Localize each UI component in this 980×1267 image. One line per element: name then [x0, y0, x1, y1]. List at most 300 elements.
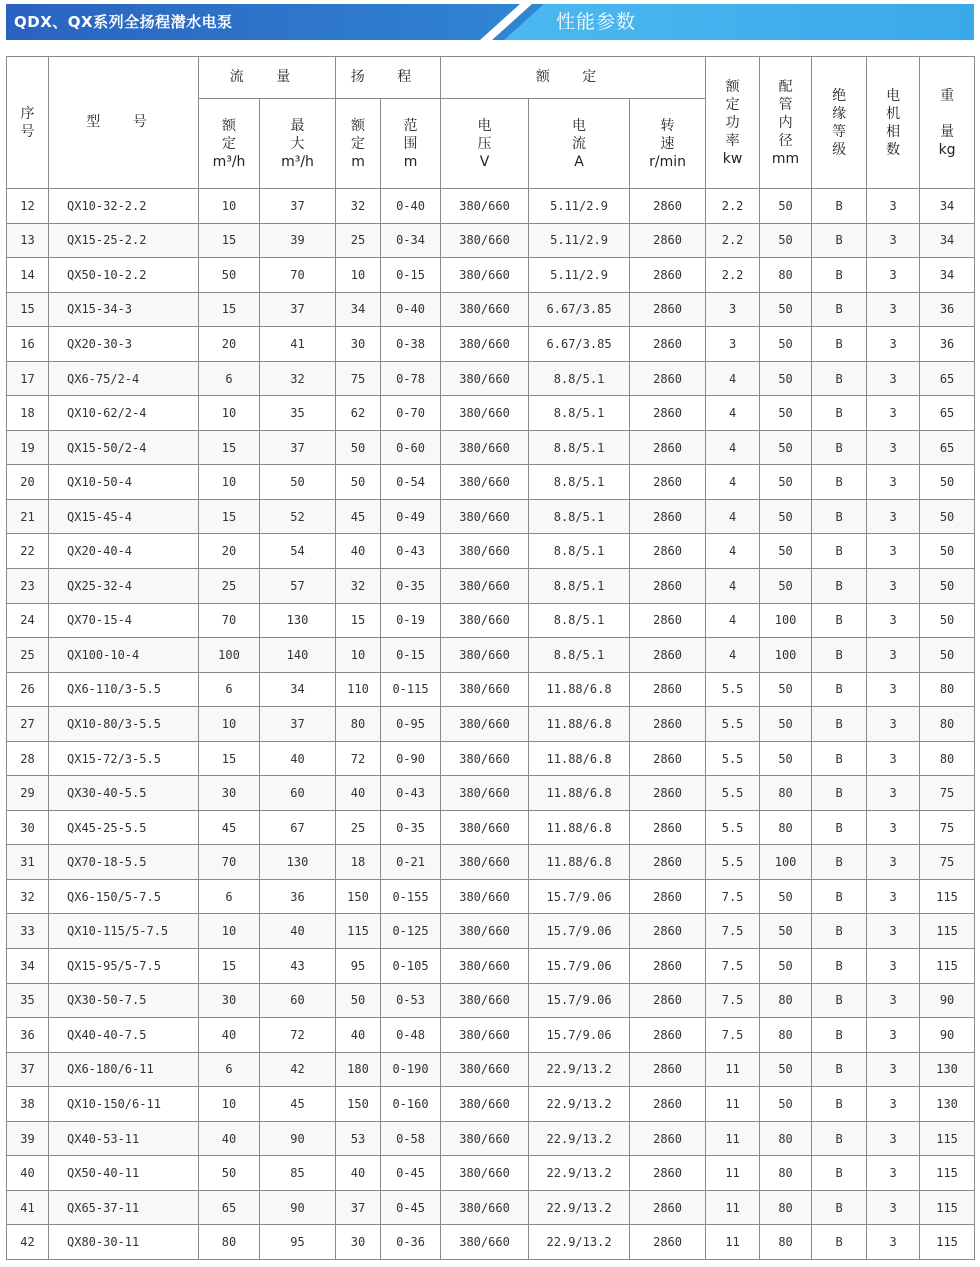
cell-model: QX10-32-2.2 — [49, 189, 199, 224]
cell-flow-rated: 65 — [199, 1190, 260, 1225]
cell-head-range: 0-49 — [381, 499, 441, 534]
cell-model: QX15-25-2.2 — [49, 223, 199, 258]
cell-insulation: B — [812, 672, 867, 707]
cell-voltage: 380/660 — [441, 258, 529, 293]
table-row — [7, 499, 975, 534]
cell-current: 15.7/9.06 — [529, 983, 630, 1018]
cell-power: 11 — [706, 1190, 760, 1225]
cell-flow-rated: 40 — [199, 1018, 260, 1053]
cell-speed: 2860 — [630, 810, 706, 845]
cell-pipe: 50 — [760, 327, 812, 362]
cell-speed: 2860 — [630, 672, 706, 707]
cell-head-rated: 32 — [336, 569, 381, 604]
cell-power: 4 — [706, 361, 760, 396]
cell-seq: 32 — [7, 879, 49, 914]
cell-speed: 2860 — [630, 983, 706, 1018]
header-rated: 额 定 — [441, 57, 706, 99]
header-head-range: 范 围 m — [381, 99, 441, 189]
cell-pipe: 50 — [760, 189, 812, 224]
cell-current: 6.67/3.85 — [529, 327, 630, 362]
cell-flow-max: 140 — [260, 638, 336, 673]
cell-voltage: 380/660 — [441, 1156, 529, 1191]
cell-seq: 22 — [7, 534, 49, 569]
header-flow-max: 最 大 m³/h — [260, 99, 336, 189]
cell-weight: 36 — [920, 327, 975, 362]
cell-current: 22.9/13.2 — [529, 1225, 630, 1260]
cell-head-rated: 25 — [336, 810, 381, 845]
cell-current: 5.11/2.9 — [529, 189, 630, 224]
cell-power: 5.5 — [706, 741, 760, 776]
table-row — [7, 776, 975, 811]
cell-pipe: 80 — [760, 1156, 812, 1191]
cell-power: 7.5 — [706, 949, 760, 984]
cell-flow-max: 130 — [260, 603, 336, 638]
cell-flow-max: 60 — [260, 983, 336, 1018]
cell-pipe: 100 — [760, 603, 812, 638]
cell-power: 11 — [706, 1225, 760, 1260]
cell-weight: 115 — [920, 1156, 975, 1191]
cell-speed: 2860 — [630, 569, 706, 604]
cell-speed: 2860 — [630, 258, 706, 293]
cell-insulation: B — [812, 810, 867, 845]
table-row — [7, 707, 975, 742]
cell-power: 7.5 — [706, 879, 760, 914]
cell-voltage: 380/660 — [441, 879, 529, 914]
cell-insulation: B — [812, 1087, 867, 1122]
cell-head-rated: 95 — [336, 949, 381, 984]
cell-speed: 2860 — [630, 534, 706, 569]
cell-insulation: B — [812, 396, 867, 431]
cell-weight: 130 — [920, 1087, 975, 1122]
cell-weight: 50 — [920, 638, 975, 673]
cell-head-range: 0-155 — [381, 879, 441, 914]
cell-pipe: 50 — [760, 465, 812, 500]
cell-pipe: 100 — [760, 845, 812, 880]
cell-insulation: B — [812, 776, 867, 811]
cell-seq: 23 — [7, 569, 49, 604]
cell-speed: 2860 — [630, 949, 706, 984]
cell-head-rated: 62 — [336, 396, 381, 431]
cell-phase: 3 — [867, 1087, 920, 1122]
cell-head-rated: 40 — [336, 1156, 381, 1191]
cell-pipe: 50 — [760, 1052, 812, 1087]
cell-voltage: 380/660 — [441, 949, 529, 984]
cell-current: 8.8/5.1 — [529, 430, 630, 465]
header-banner — [6, 4, 974, 40]
cell-seq: 40 — [7, 1156, 49, 1191]
cell-seq: 30 — [7, 810, 49, 845]
table-row — [7, 1121, 975, 1156]
cell-pipe: 50 — [760, 430, 812, 465]
cell-pipe: 50 — [760, 949, 812, 984]
cell-voltage: 380/660 — [441, 983, 529, 1018]
cell-model: QX15-95/5-7.5 — [49, 949, 199, 984]
cell-seq: 37 — [7, 1052, 49, 1087]
table-row — [7, 1087, 975, 1122]
cell-insulation: B — [812, 1225, 867, 1260]
cell-speed: 2860 — [630, 741, 706, 776]
cell-current: 8.8/5.1 — [529, 361, 630, 396]
cell-model: QX100-10-4 — [49, 638, 199, 673]
table-header — [7, 57, 975, 189]
cell-flow-rated: 10 — [199, 189, 260, 224]
cell-current: 8.8/5.1 — [529, 569, 630, 604]
table-row — [7, 1018, 975, 1053]
cell-voltage: 380/660 — [441, 741, 529, 776]
cell-speed: 2860 — [630, 707, 706, 742]
cell-head-range: 0-53 — [381, 983, 441, 1018]
cell-pipe: 80 — [760, 1225, 812, 1260]
cell-weight: 75 — [920, 810, 975, 845]
cell-flow-max: 32 — [260, 361, 336, 396]
cell-phase: 3 — [867, 189, 920, 224]
cell-insulation: B — [812, 603, 867, 638]
cell-weight: 50 — [920, 465, 975, 500]
cell-pipe: 50 — [760, 879, 812, 914]
cell-speed: 2860 — [630, 396, 706, 431]
cell-phase: 3 — [867, 534, 920, 569]
cell-head-rated: 25 — [336, 223, 381, 258]
cell-voltage: 380/660 — [441, 1052, 529, 1087]
cell-flow-rated: 30 — [199, 983, 260, 1018]
cell-head-rated: 15 — [336, 603, 381, 638]
header-flow-rated: 额 定 m³/h — [199, 99, 260, 189]
cell-seq: 16 — [7, 327, 49, 362]
cell-head-range: 0-115 — [381, 672, 441, 707]
cell-pipe: 50 — [760, 534, 812, 569]
cell-power: 2.2 — [706, 258, 760, 293]
cell-phase: 3 — [867, 879, 920, 914]
cell-flow-max: 36 — [260, 879, 336, 914]
cell-insulation: B — [812, 430, 867, 465]
cell-head-range: 0-19 — [381, 603, 441, 638]
cell-model: QX80-30-11 — [49, 1225, 199, 1260]
cell-weight: 75 — [920, 845, 975, 880]
cell-voltage: 380/660 — [441, 534, 529, 569]
cell-seq: 42 — [7, 1225, 49, 1260]
table-row — [7, 223, 975, 258]
cell-voltage: 380/660 — [441, 396, 529, 431]
cell-voltage: 380/660 — [441, 1121, 529, 1156]
cell-flow-max: 90 — [260, 1121, 336, 1156]
cell-model: QX15-72/3-5.5 — [49, 741, 199, 776]
cell-insulation: B — [812, 1190, 867, 1225]
cell-seq: 24 — [7, 603, 49, 638]
cell-phase: 3 — [867, 1225, 920, 1260]
cell-pipe: 80 — [760, 983, 812, 1018]
cell-voltage: 380/660 — [441, 292, 529, 327]
cell-insulation: B — [812, 741, 867, 776]
cell-pipe: 50 — [760, 1087, 812, 1122]
cell-flow-rated: 6 — [199, 879, 260, 914]
table-row — [7, 845, 975, 880]
cell-power: 5.5 — [706, 707, 760, 742]
cell-phase: 3 — [867, 776, 920, 811]
cell-weight: 65 — [920, 361, 975, 396]
cell-pipe: 80 — [760, 1121, 812, 1156]
table-row — [7, 396, 975, 431]
cell-weight: 75 — [920, 776, 975, 811]
cell-flow-max: 43 — [260, 949, 336, 984]
cell-weight: 34 — [920, 258, 975, 293]
table-row — [7, 603, 975, 638]
cell-pipe: 50 — [760, 672, 812, 707]
cell-head-rated: 40 — [336, 1018, 381, 1053]
cell-head-range: 0-90 — [381, 741, 441, 776]
cell-voltage: 380/660 — [441, 914, 529, 949]
cell-flow-rated: 15 — [199, 430, 260, 465]
table-row — [7, 569, 975, 604]
cell-head-range: 0-15 — [381, 258, 441, 293]
cell-voltage: 380/660 — [441, 499, 529, 534]
cell-head-range: 0-105 — [381, 949, 441, 984]
cell-head-range: 0-15 — [381, 638, 441, 673]
cell-head-rated: 50 — [336, 465, 381, 500]
cell-current: 22.9/13.2 — [529, 1190, 630, 1225]
cell-head-range: 0-78 — [381, 361, 441, 396]
cell-head-range: 0-125 — [381, 914, 441, 949]
cell-flow-max: 35 — [260, 396, 336, 431]
cell-flow-max: 67 — [260, 810, 336, 845]
cell-model: QX40-40-7.5 — [49, 1018, 199, 1053]
cell-speed: 2860 — [630, 1018, 706, 1053]
cell-current: 8.8/5.1 — [529, 603, 630, 638]
cell-speed: 2860 — [630, 327, 706, 362]
cell-current: 8.8/5.1 — [529, 396, 630, 431]
cell-speed: 2860 — [630, 292, 706, 327]
cell-head-range: 0-190 — [381, 1052, 441, 1087]
cell-head-rated: 10 — [336, 258, 381, 293]
cell-pipe: 50 — [760, 707, 812, 742]
cell-flow-rated: 50 — [199, 1156, 260, 1191]
cell-flow-rated: 30 — [199, 776, 260, 811]
cell-flow-rated: 6 — [199, 672, 260, 707]
cell-current: 22.9/13.2 — [529, 1121, 630, 1156]
cell-insulation: B — [812, 1121, 867, 1156]
cell-weight: 90 — [920, 983, 975, 1018]
cell-flow-rated: 70 — [199, 845, 260, 880]
cell-current: 11.88/6.8 — [529, 672, 630, 707]
cell-flow-max: 90 — [260, 1190, 336, 1225]
cell-flow-max: 42 — [260, 1052, 336, 1087]
cell-model: QX10-150/6-11 — [49, 1087, 199, 1122]
cell-power: 7.5 — [706, 1018, 760, 1053]
table-row — [7, 1156, 975, 1191]
cell-model: QX15-50/2-4 — [49, 430, 199, 465]
cell-flow-max: 45 — [260, 1087, 336, 1122]
cell-speed: 2860 — [630, 189, 706, 224]
cell-speed: 2860 — [630, 1052, 706, 1087]
cell-flow-rated: 10 — [199, 914, 260, 949]
header-flow: 流 量 — [199, 57, 336, 99]
cell-power: 2.2 — [706, 189, 760, 224]
cell-head-range: 0-40 — [381, 292, 441, 327]
cell-voltage: 380/660 — [441, 569, 529, 604]
cell-model: QX20-30-3 — [49, 327, 199, 362]
cell-head-rated: 150 — [336, 879, 381, 914]
header-current: 电 流 A — [529, 99, 630, 189]
cell-power: 5.5 — [706, 810, 760, 845]
cell-speed: 2860 — [630, 465, 706, 500]
cell-weight: 34 — [920, 223, 975, 258]
cell-head-range: 0-45 — [381, 1190, 441, 1225]
cell-model: QX45-25-5.5 — [49, 810, 199, 845]
cell-flow-max: 60 — [260, 776, 336, 811]
header-phase: 电 机 相 数 — [867, 57, 920, 189]
cell-flow-rated: 10 — [199, 465, 260, 500]
cell-speed: 2860 — [630, 1156, 706, 1191]
cell-phase: 3 — [867, 1190, 920, 1225]
cell-pipe: 80 — [760, 776, 812, 811]
cell-phase: 3 — [867, 1018, 920, 1053]
cell-weight: 115 — [920, 1190, 975, 1225]
cell-seq: 14 — [7, 258, 49, 293]
cell-model: QX30-40-5.5 — [49, 776, 199, 811]
cell-head-range: 0-40 — [381, 189, 441, 224]
header-insulation: 绝 缘 等 级 — [812, 57, 867, 189]
header-power: 额 定 功 率 kw — [706, 57, 760, 189]
cell-weight: 34 — [920, 189, 975, 224]
cell-voltage: 380/660 — [441, 707, 529, 742]
cell-insulation: B — [812, 707, 867, 742]
cell-insulation: B — [812, 1018, 867, 1053]
cell-head-rated: 45 — [336, 499, 381, 534]
cell-current: 8.8/5.1 — [529, 638, 630, 673]
cell-seq: 33 — [7, 914, 49, 949]
cell-current: 6.67/3.85 — [529, 292, 630, 327]
cell-model: QX70-18-5.5 — [49, 845, 199, 880]
cell-model: QX70-15-4 — [49, 603, 199, 638]
cell-power: 4 — [706, 603, 760, 638]
cell-weight: 50 — [920, 569, 975, 604]
cell-power: 5.5 — [706, 672, 760, 707]
table-row — [7, 949, 975, 984]
cell-model: QX50-10-2.2 — [49, 258, 199, 293]
cell-phase: 3 — [867, 1121, 920, 1156]
table-row — [7, 1190, 975, 1225]
header-head: 扬 程 — [336, 57, 441, 99]
cell-pipe: 100 — [760, 638, 812, 673]
cell-insulation: B — [812, 845, 867, 880]
cell-power: 4 — [706, 534, 760, 569]
cell-phase: 3 — [867, 430, 920, 465]
cell-head-range: 0-43 — [381, 534, 441, 569]
cell-flow-rated: 45 — [199, 810, 260, 845]
table-row — [7, 361, 975, 396]
cell-voltage: 380/660 — [441, 638, 529, 673]
cell-phase: 3 — [867, 361, 920, 396]
cell-current: 15.7/9.06 — [529, 914, 630, 949]
cell-insulation: B — [812, 223, 867, 258]
cell-speed: 2860 — [630, 1087, 706, 1122]
cell-voltage: 380/660 — [441, 1190, 529, 1225]
cell-flow-rated: 15 — [199, 949, 260, 984]
cell-flow-max: 41 — [260, 327, 336, 362]
cell-model: QX10-115/5-7.5 — [49, 914, 199, 949]
cell-insulation: B — [812, 361, 867, 396]
cell-seq: 28 — [7, 741, 49, 776]
cell-phase: 3 — [867, 845, 920, 880]
cell-phase: 3 — [867, 707, 920, 742]
cell-current: 11.88/6.8 — [529, 810, 630, 845]
cell-current: 11.88/6.8 — [529, 707, 630, 742]
cell-insulation: B — [812, 879, 867, 914]
cell-phase: 3 — [867, 638, 920, 673]
cell-insulation: B — [812, 292, 867, 327]
cell-phase: 3 — [867, 258, 920, 293]
cell-pipe: 50 — [760, 361, 812, 396]
cell-voltage: 380/660 — [441, 776, 529, 811]
cell-power: 3 — [706, 292, 760, 327]
cell-seq: 41 — [7, 1190, 49, 1225]
cell-flow-max: 54 — [260, 534, 336, 569]
cell-phase: 3 — [867, 569, 920, 604]
cell-flow-max: 37 — [260, 430, 336, 465]
cell-power: 7.5 — [706, 914, 760, 949]
cell-speed: 2860 — [630, 776, 706, 811]
cell-model: QX10-62/2-4 — [49, 396, 199, 431]
header-voltage: 电 压 V — [441, 99, 529, 189]
cell-head-rated: 40 — [336, 534, 381, 569]
cell-flow-rated: 15 — [199, 223, 260, 258]
cell-flow-max: 72 — [260, 1018, 336, 1053]
cell-head-rated: 53 — [336, 1121, 381, 1156]
cell-flow-max: 34 — [260, 672, 336, 707]
cell-speed: 2860 — [630, 361, 706, 396]
cell-insulation: B — [812, 534, 867, 569]
performance-table — [6, 56, 975, 1260]
cell-speed: 2860 — [630, 914, 706, 949]
cell-flow-rated: 15 — [199, 499, 260, 534]
cell-head-rated: 80 — [336, 707, 381, 742]
cell-flow-max: 50 — [260, 465, 336, 500]
cell-power: 11 — [706, 1087, 760, 1122]
cell-head-range: 0-60 — [381, 430, 441, 465]
cell-seq: 31 — [7, 845, 49, 880]
cell-model: QX6-150/5-7.5 — [49, 879, 199, 914]
cell-head-range: 0-54 — [381, 465, 441, 500]
cell-seq: 34 — [7, 949, 49, 984]
cell-model: QX25-32-4 — [49, 569, 199, 604]
cell-insulation: B — [812, 327, 867, 362]
cell-voltage: 380/660 — [441, 465, 529, 500]
cell-pipe: 50 — [760, 223, 812, 258]
cell-speed: 2860 — [630, 1190, 706, 1225]
cell-flow-rated: 6 — [199, 361, 260, 396]
cell-insulation: B — [812, 499, 867, 534]
cell-flow-rated: 20 — [199, 327, 260, 362]
cell-power: 4 — [706, 465, 760, 500]
cell-current: 8.8/5.1 — [529, 534, 630, 569]
cell-pipe: 50 — [760, 292, 812, 327]
cell-head-rated: 72 — [336, 741, 381, 776]
cell-insulation: B — [812, 258, 867, 293]
cell-current: 22.9/13.2 — [529, 1052, 630, 1087]
cell-pipe: 80 — [760, 1190, 812, 1225]
cell-phase: 3 — [867, 603, 920, 638]
cell-speed: 2860 — [630, 1225, 706, 1260]
cell-head-rated: 150 — [336, 1087, 381, 1122]
cell-insulation: B — [812, 189, 867, 224]
table-row — [7, 465, 975, 500]
cell-weight: 80 — [920, 741, 975, 776]
cell-head-rated: 32 — [336, 189, 381, 224]
cell-phase: 3 — [867, 672, 920, 707]
table-row — [7, 327, 975, 362]
cell-insulation: B — [812, 569, 867, 604]
cell-weight: 115 — [920, 949, 975, 984]
cell-power: 4 — [706, 430, 760, 465]
